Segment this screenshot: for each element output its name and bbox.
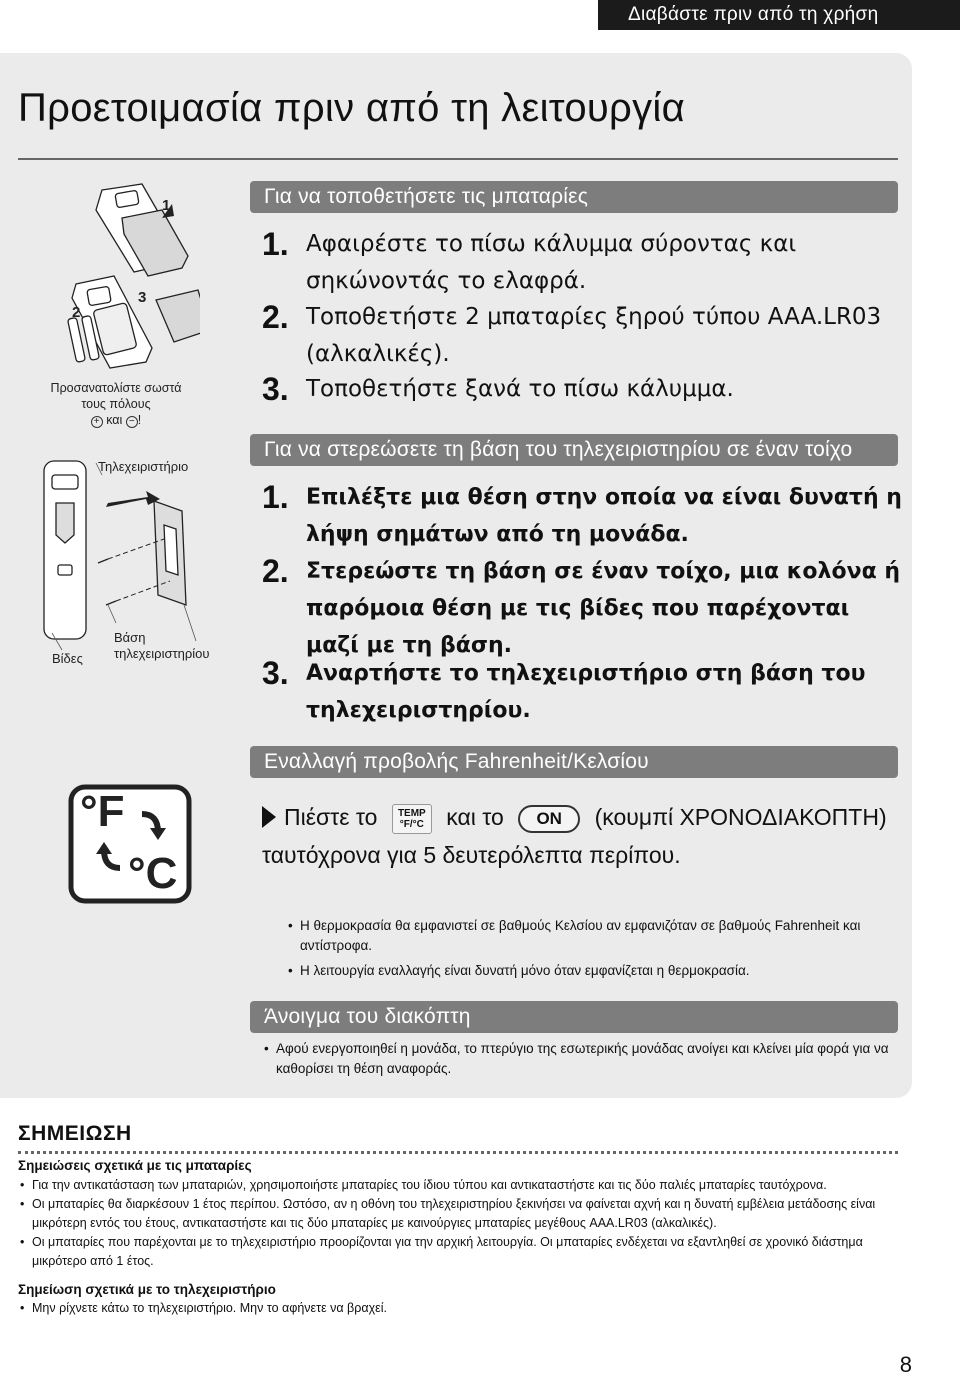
battery-note: • Οι μπαταρίες θα διαρκέσουν 1 έτος περίπου. Ωστόσο, αν η οθόνη του τηλεχειριστηρίου ξεκινήσει να φαίνεται αχνή και η δυνατή εμβέλεια μετάδοσης είναι μικρότερη εντός του έτους, αντικαταστήστε και τις δύο μπαταρίες με καινούργιες μπαταρίες μεγέθους AAA.LR03 (αλκαλικές). (18, 1195, 908, 1233)
step-number: 3. (262, 371, 289, 407)
toggle-instruction (262, 798, 902, 874)
temp-key-icon (392, 804, 432, 834)
fahrenheit-bullet: • Η θερμοκρασία θα εμφανιστεί σε βαθμούς Κελσίου αν εμφανιζόταν σε βαθμούς Fahrenheit και αντίστροφα. (286, 916, 886, 956)
press-text-c: (κουμπί ΧΡΟΝΟΔΙΑΚΟΠΤΗ) ταυτόχρονα για 5 δευτερόλεπτα περίπου. (262, 804, 887, 868)
temp-key-bottom: °F/°C (399, 818, 424, 830)
battery-step2-label: 2 (72, 304, 81, 321)
battery-step1-label: 1 (162, 197, 171, 214)
step-text: Αναρτήστε το τηλεχειριστήριο στη βάση του τηλεχειριστηρίου. (306, 661, 866, 723)
battery-step-2 (262, 299, 902, 373)
wall-step-3 (262, 655, 902, 729)
pointer-icon (262, 806, 276, 828)
wall-mount-illustration (36, 455, 226, 655)
battery-step3-label: 3 (138, 289, 147, 306)
step-number: 1. (262, 479, 289, 515)
on-key-icon: ON (518, 805, 580, 833)
switch-section-heading: Άνοιγμα του διακόπτη (250, 1001, 898, 1033)
wall-section-heading: Για να στερεώσετε τη βάση του τηλεχειριστηρίου σε έναν τοίχο (250, 434, 898, 466)
battery-illustration (50, 180, 200, 375)
step-text: Τοποθετήστε 2 μπαταρίες ξηρού τύπου AAA.LR03 (αλκαλικές). (306, 304, 882, 367)
step-number: 1. (262, 226, 289, 262)
polarity-and-text: και (106, 413, 123, 427)
page-title: Προετοιμασία πριν από τη λειτουργία (18, 86, 686, 130)
page-number: 8 (899, 1352, 912, 1376)
step-number: 2. (262, 553, 289, 589)
polarity-caption (50, 380, 182, 428)
fahrenheit-bullet: • Η λειτουργία εναλλαγής είναι δυνατή μόνο όταν εμφανίζεται η θερμοκρασία. (286, 961, 886, 981)
step-text: Επιλέξτε μια θέση στην οποία να είναι δυνατή η λήψη σημάτων από τη μονάδα. (306, 485, 902, 547)
celsius-symbol: °C (128, 849, 178, 898)
polarity-end-text: ! (137, 413, 142, 427)
polarity-caption-text: Προσανατολίστε σωστά τους πόλους (50, 381, 182, 411)
note-heading: ΣΗΜΕΙΩΣΗ (18, 1122, 132, 1145)
screws-caption: Βίδες (52, 651, 83, 666)
title-divider (18, 158, 898, 160)
step-text: Στερεώστε τη βάση σε έναν τοίχο, μια κολόνα ή παρόμοια θέση με τις βίδες που παρέχονται μαζί με τη βάση. (306, 559, 900, 658)
battery-step-3 (262, 371, 902, 408)
switch-bullet: • Αφού ενεργοποιηθεί η μονάδα, το πτερύγιο της εσωτερικής μονάδας ανοίγει και κλείνει μία φορά για να καθορίσει τη θέση αναφοράς. (262, 1039, 902, 1079)
remote-note: • Μην ρίχνετε κάτω το τηλεχειριστήριο. Μην το αφήνετε να βραχεί. (18, 1299, 908, 1318)
battery-step-1 (262, 226, 902, 300)
minus-icon: − (126, 416, 138, 428)
press-text-a: Πιέστε το (284, 804, 378, 830)
plus-icon: + (91, 416, 103, 428)
battery-note: • Οι μπαταρίες που παρέχονται με το τηλεχειριστήριο προορίζονται για την αρχική λειτουργία. Οι μπαταρίες ενδέχεται να εξαντληθεί σε χρονικό διάστημα μικρότερο από 1 έτος. (18, 1233, 908, 1271)
battery-notes-title: Σημειώσεις σχετικά με τις μπαταρίες (18, 1158, 252, 1173)
step-text: Αφαιρέστε το πίσω κάλυμμα σύροντας και σηκώνοντάς το ελαφρά. (306, 231, 797, 294)
holder-caption: Βάση τηλεχειριστηρίου (114, 630, 210, 661)
step-number: 3. (262, 655, 289, 691)
step-number: 2. (262, 299, 289, 335)
temp-key-top: TEMP (397, 807, 426, 819)
battery-note: • Για την αντικατάσταση των μπαταριών, χρησιμοποιήστε μπαταρίες του ίδιου τύπου και αντικαταστήστε και τις δύο παλιές μπαταρίες ταυτόχρονα. (18, 1176, 908, 1195)
remote-notes-title: Σημείωση σχετικά με το τηλεχειριστήριο (18, 1282, 276, 1297)
fahrenheit-symbol: °F (80, 787, 125, 836)
step-text: Τοποθετήστε ξανά το πίσω κάλυμμα. (306, 376, 734, 402)
wall-step-2 (262, 553, 902, 664)
wall-step-1 (262, 479, 902, 553)
press-text-b: και το (446, 804, 504, 830)
fahrenheit-section-heading: Εναλλαγή προβολής Fahrenheit/Κελσίου (250, 746, 898, 778)
remote-caption: Τηλεχειριστήριο (98, 459, 189, 474)
battery-section-heading: Για να τοποθετήσετε τις μπαταρίες (250, 181, 898, 213)
note-divider (18, 1151, 898, 1154)
section-tab: Διαβάστε πριν από τη χρήση (598, 0, 960, 30)
